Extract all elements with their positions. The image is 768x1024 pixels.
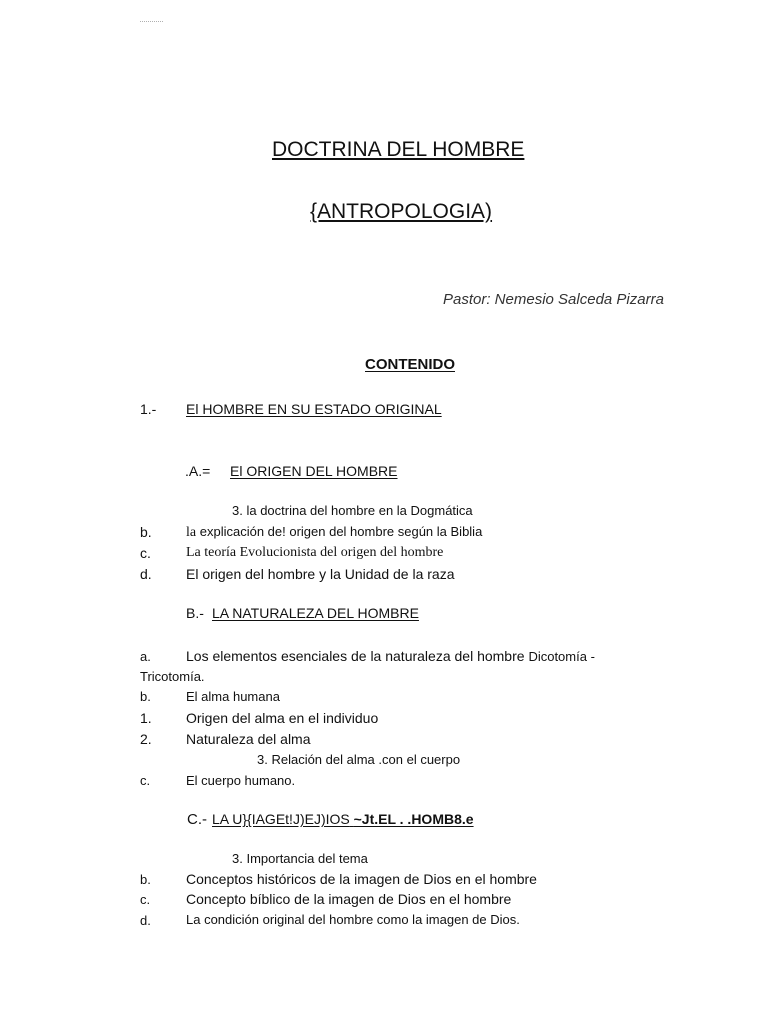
list-marker: 2. xyxy=(140,731,152,747)
list-marker: b. xyxy=(140,872,151,887)
list-text: explicación de! origen del hombre según la Biblia xyxy=(199,524,483,539)
list-text: La condición original del hombre como la imagen de Dios. xyxy=(186,912,520,927)
list-text: El alma humana xyxy=(186,689,280,704)
subsection-prefix: B.- xyxy=(186,605,204,621)
section-title: El HOMBRE EN SU ESTADO ORIGINAL xyxy=(186,401,442,417)
document-subtitle: {ANTROPOLOGIA) xyxy=(310,200,493,223)
author-line: Pastor: Nemesio Salceda Pizarra xyxy=(443,291,664,308)
list-continuation: Tricotomía. xyxy=(140,669,205,684)
page-top-mark xyxy=(140,21,163,22)
list-marker: 1. xyxy=(140,710,152,726)
list-marker: d. xyxy=(140,913,151,928)
list-tail: Dicotomía - xyxy=(528,649,595,664)
list-marker: d. xyxy=(140,566,152,582)
contents-heading: CONTENIDO xyxy=(365,356,455,373)
list-marker: b. xyxy=(140,689,151,704)
list-item xyxy=(186,649,595,663)
list-text: 3. Relación del alma .con el cuerpo xyxy=(257,752,461,767)
subsection-title-main: LA U}{IAGEt!J)EJ)IOS xyxy=(212,811,350,827)
list-lead: la xyxy=(186,525,197,540)
list-text: Importancia del tema xyxy=(246,851,368,866)
list-marker: c. xyxy=(140,892,151,907)
section-number: 1.- xyxy=(140,401,157,417)
list-marker: 3. xyxy=(232,851,243,866)
document-title: DOCTRINA DEL HOMBRE xyxy=(272,138,525,161)
list-text: El cuerpo humano. xyxy=(186,773,296,788)
subsection-title xyxy=(212,812,474,826)
list-marker: a. xyxy=(140,649,151,664)
list-text: El origen del hombre y la Unidad de la raza xyxy=(186,566,455,582)
list-item xyxy=(186,525,482,540)
list-text: La teoría Evolucionista del origen del hombre xyxy=(186,545,444,560)
subsection-title-tail: ~Jt.EL . .HOMB8.e xyxy=(353,811,474,827)
list-text: Origen del alma en el individuo xyxy=(186,710,379,726)
list-text: Los elementos esenciales de la naturaleza del hombre xyxy=(186,648,525,664)
list-marker: c. xyxy=(140,545,151,561)
list-marker: 3. xyxy=(232,503,243,518)
list-text: la doctrina del hombre en la Dogmática xyxy=(246,503,473,518)
subsection-title: LA NATURALEZA DEL HOMBRE xyxy=(212,605,419,621)
list-item xyxy=(232,852,368,865)
subsection-prefix: .A.= xyxy=(185,463,211,479)
list-marker: c. xyxy=(140,773,151,788)
list-text: Conceptos históricos de la imagen de Dios en el hombre xyxy=(186,871,537,887)
subsection-title: El ORIGEN DEL HOMBRE xyxy=(230,463,398,479)
list-marker: b. xyxy=(140,524,152,540)
list-text: Concepto bíblico de la imagen de Dios en el hombre xyxy=(186,891,512,907)
subsection-prefix: C.- xyxy=(187,811,207,828)
list-text: Naturaleza del alma xyxy=(186,731,311,747)
list-item xyxy=(232,504,473,517)
